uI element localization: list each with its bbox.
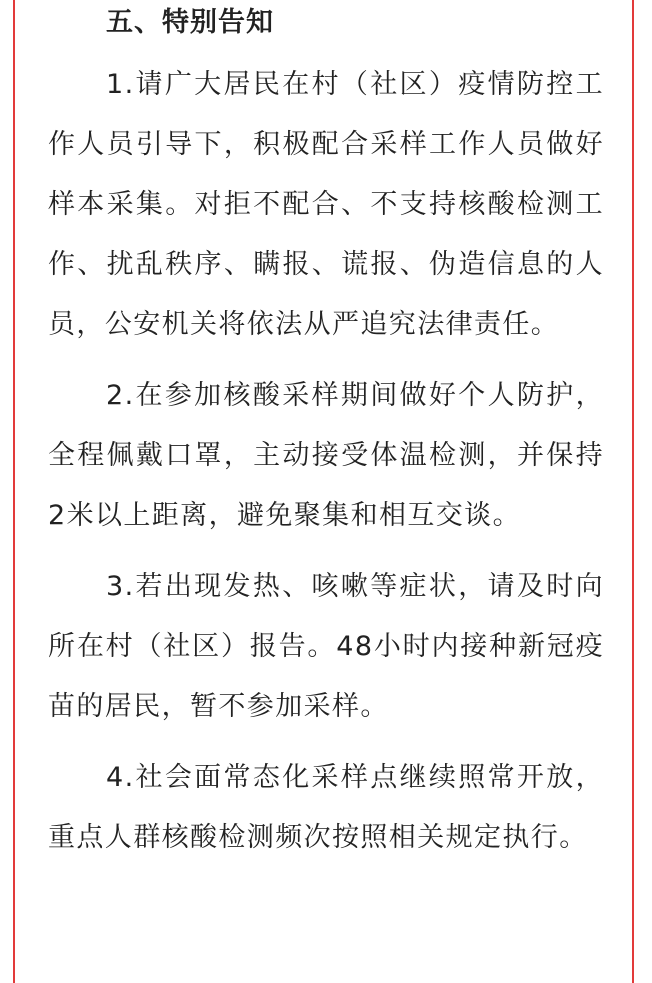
notice-content <box>48 0 604 868</box>
right-red-border <box>632 0 634 983</box>
paragraph-3: 3.若出现发热、咳嗽等症状，请及时向所在村（社区）报告。48小时内接种新冠疫苗的居民，暂不参加采样。 <box>48 571 604 722</box>
left-red-border <box>13 0 15 983</box>
paragraph-1: 1.请广大居民在村（社区）疫情防控工作人员引导下，积极配合采样工作人员做好样本采集。对拒不配合、不支持核酸检测工作、扰乱秩序、瞒报、谎报、伪造信息的人员，公安机关将依法从严追究法律责任。 <box>48 69 604 340</box>
paragraph-4: 4.社会面常态化采样点继续照常开放，重点人群核酸检测频次按照相关规定执行。 <box>48 762 604 853</box>
paragraph-2: 2.在参加核酸采样期间做好个人防护，全程佩戴口罩，主动接受体温检测，并保持2米以上距离，避免聚集和相互交谈。 <box>48 380 604 531</box>
section-title: 五、特别告知 <box>106 7 274 38</box>
